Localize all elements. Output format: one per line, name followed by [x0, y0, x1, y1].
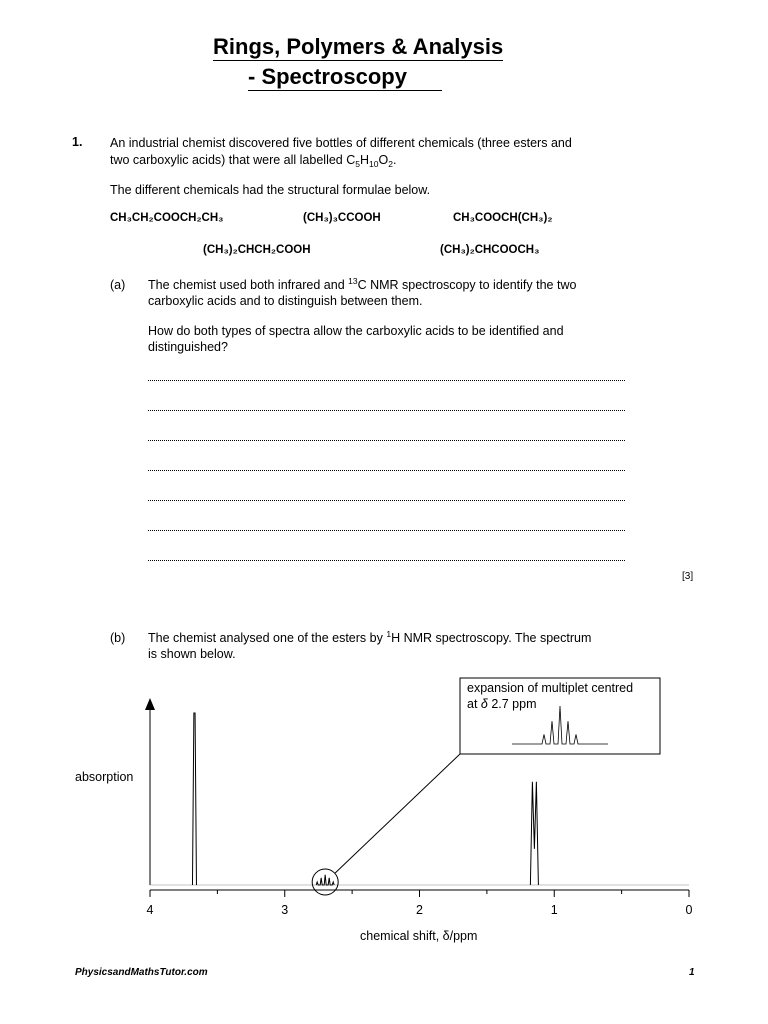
- x-tick-label: 1: [550, 903, 558, 917]
- peak-singlet: [192, 713, 196, 885]
- question-number: 1.: [72, 135, 83, 149]
- marks-label: [3]: [682, 571, 694, 582]
- answer-line[interactable]: [148, 469, 625, 471]
- part-b-label: (b): [110, 631, 126, 645]
- inset-label-1: expansion of multiplet centred: [467, 681, 634, 695]
- page-subtitle: - Spectroscopy: [248, 64, 442, 91]
- inset-label-2: at δ 2.7 ppm: [467, 697, 537, 711]
- part-a-line-1: The chemist used both infrared and $^{13}$C NMR spectroscopy to identify the two: [148, 276, 577, 292]
- part-a-question-2: distinguished?: [148, 340, 228, 354]
- formula-3: CH₃COOCH(CH₃)₂: [453, 212, 553, 224]
- y-axis-label: absorption: [75, 770, 134, 784]
- part-a-question-1: How do both types of spectra allow the carboxylic acids to be identified and: [148, 324, 564, 338]
- callout-line: [335, 754, 460, 873]
- answer-line[interactable]: [148, 439, 625, 441]
- part-a-line-2: carboxylic acids and to distinguish between them.: [148, 294, 423, 308]
- x-tick-labels: [147, 903, 693, 917]
- peak-multiplet: [316, 875, 334, 885]
- formula-4: (CH₃)₂CHCH₂COOH: [203, 244, 311, 256]
- part-b-line-1: The chemist analysed one of the esters by $^1$H NMR spectroscopy. The spectrum: [148, 629, 592, 645]
- answer-line[interactable]: [148, 529, 625, 531]
- x-axis-label: chemical shift, δ/ppm: [360, 929, 478, 943]
- x-tick-label: 2: [416, 903, 423, 917]
- peak-doublet: [530, 782, 538, 885]
- formula-2: (CH₃)₃CCOOH: [303, 212, 381, 224]
- nmr-spectrum-chart: [0, 670, 768, 950]
- formula-5: (CH₃)₂CHCOOCH₃: [440, 244, 540, 256]
- structures-intro: The different chemicals had the structural formulae below.: [110, 183, 431, 197]
- y-axis-arrow: [145, 698, 155, 710]
- x-tick-label: 4: [146, 903, 154, 917]
- page-number: 1: [689, 967, 695, 978]
- answer-line[interactable]: [148, 559, 625, 561]
- x-tick-label: 0: [685, 903, 693, 917]
- formula-1: CH₃CH₂COOCH₂CH₃: [110, 212, 224, 224]
- intro-line-1: An industrial chemist discovered five bottles of different chemicals (three esters and: [110, 136, 572, 150]
- x-ticks: [150, 890, 689, 897]
- page-title: Rings, Polymers & Analysis: [213, 34, 504, 59]
- answer-line[interactable]: [148, 409, 625, 411]
- part-b-line-2: is shown below.: [148, 647, 236, 661]
- answer-line[interactable]: [148, 379, 625, 381]
- answer-line[interactable]: [148, 499, 625, 501]
- footer-source: PhysicsandMathsTutor.com: [75, 967, 208, 978]
- x-tick-label: 3: [281, 903, 289, 917]
- intro-line-2: two carboxylic acids) that were all labelled $C_5H_{10}O_2$.: [110, 153, 397, 169]
- multiplet-circle: [312, 869, 338, 895]
- part-a-label: (a): [110, 278, 126, 292]
